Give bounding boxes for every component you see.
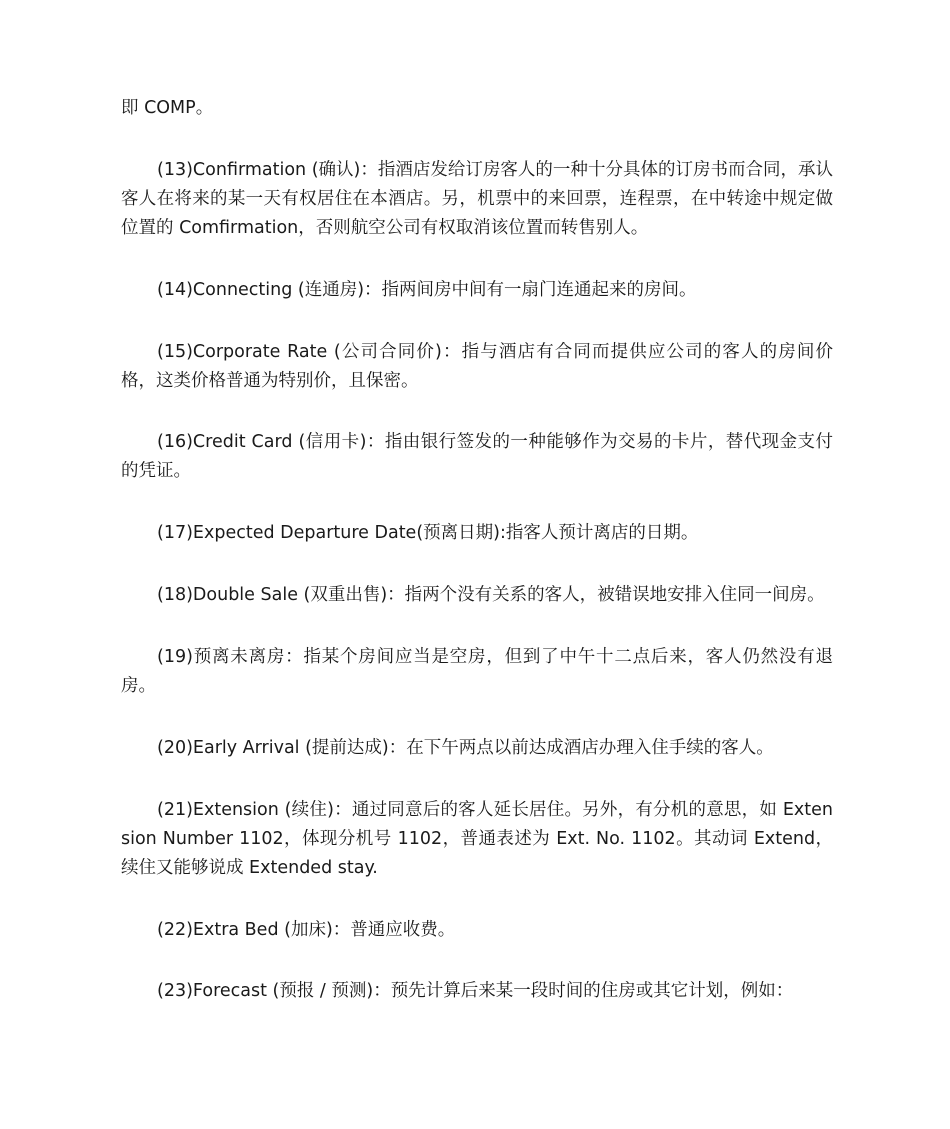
paragraph-18-double-sale: (18)Double Sale (双重出售)：指两个没有关系的客人，被错误地安排入住同一间房。 xyxy=(157,585,825,605)
paragraph-13-confirmation: (13)Confirmation (确认)：指酒店发给订房客人的一种十分具体的订房书而合同，承认客人在将来的某一天有权居住在本酒店。另，机票中的来回票，连程票，在中转途中规定做位置的 Comfirmation，否则航空公司有权取消该位置而转售别人。 xyxy=(121,160,833,238)
paragraph-21-extension: (21)Extension (续住)：通过同意后的客人延长居住。另外，有分机的意思，如 Extension Number 1102，体现分机号 1102，普通表述为 Ext. No. 1102。其动词 Extend，续住又能够说成 Extended stay. xyxy=(121,800,833,878)
paragraph-22-extra-bed: (22)Extra Bed (加床)：普通应收费。 xyxy=(157,920,456,940)
paragraph-15-corporate-rate: (15)Corporate Rate (公司合同价)：指与酒店有合同而提供应公司的客人的房间价格，这类价格普通为特别价，且保密。 xyxy=(121,342,833,391)
paragraph-19-due-out: (19)预离未离房：指某个房间应当是空房，但到了中午十二点后来，客人仍然没有退房。 xyxy=(121,647,833,696)
paragraph-14-connecting: (14)Connecting (连通房)：指两间房中间有一扇门连通起来的房间。 xyxy=(157,280,697,300)
paragraph-17-expected-departure: (17)Expected Departure Date(预离日期):指客人预计离店的日期。 xyxy=(157,523,699,543)
paragraph-20-early-arrival: (20)Early Arrival (提前达成)：在下午两点以前达成酒店办理入住手续的客人。 xyxy=(157,738,774,758)
paragraph-16-credit-card: (16)Credit Card (信用卡)：指由银行签发的一种能够作为交易的卡片，替代现金支付的凭证。 xyxy=(121,432,833,481)
paragraph-23-forecast: (23)Forecast (预报 / 预测)：预先计算后来某一段时间的住房或其它计划，例如： xyxy=(157,981,794,1001)
paragraph-comp: 即 COMP。 xyxy=(121,98,214,118)
